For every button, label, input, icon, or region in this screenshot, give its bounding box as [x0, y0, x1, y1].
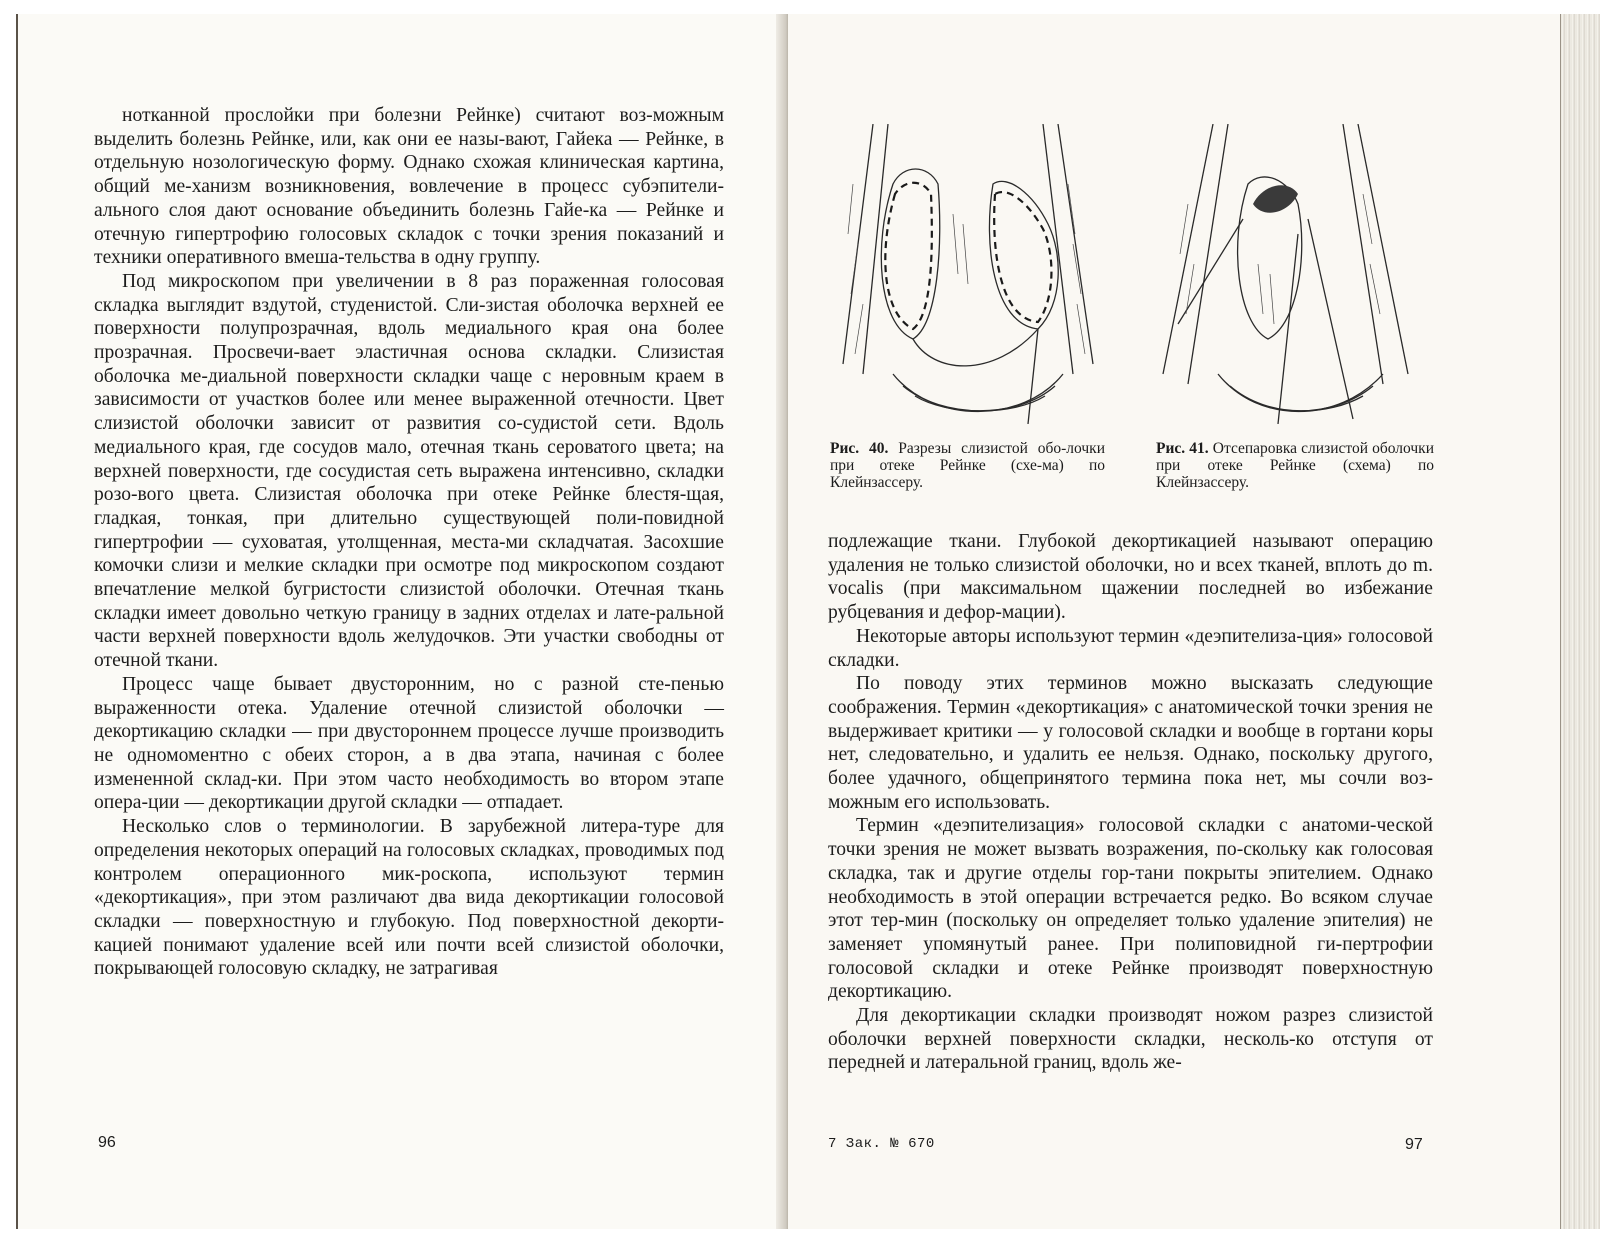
paragraph: Некоторые авторы используют термин «деэпителиза-ция» голосовой складки.: [828, 625, 1433, 671]
page-edges: [1560, 14, 1600, 1229]
figure-41-caption-text: Отсепаровка слизистой оболочки при отеке Рейнке (схема) по Клейнзассеру.: [1156, 440, 1435, 491]
figure-40-illustration: [833, 124, 1103, 424]
dark-tissue-shape: [1253, 185, 1298, 212]
left-page-text: [94, 104, 724, 981]
page-number-right: 97: [1405, 1136, 1423, 1153]
page-number-left: 96: [98, 1134, 116, 1151]
paragraph: нотканной прослойки при болезни Рейнке) считают воз-можным выделить болезнь Рейнке, или, как они ее назы-вают, Гайека — Рейнке, в отдельную нозологическую форму. Однако схожая клиническая картина, общий ме-ханизм возникновения, вовлечение в процесс субэпители-ального слоя дают основание объединить болезнь Гайе-ка — Рейнке и отечную гипертрофию голосовых складок с точки зрения показаний и техники оперативного вмеша-тельства в одну группу.: [94, 105, 724, 269]
figure-41-illustration: [1158, 124, 1413, 424]
figure-40-label: Рис. 40.: [830, 440, 889, 457]
paragraph: Для декортикации складки производят ножом разрез слизистой оболочки верхней поверхности складки, несколь-ко отступя от передней и латеральной границ, вдоль же-: [828, 1005, 1433, 1074]
paragraph: Процесс чаще бывает двусторонним, но с разной сте-пенью выраженности отека. Удаление отечной слизистой оболочки — декортикацию складки — при двустороннем процессе лучше производить не одномоментно с обеих сторон, а в два этапа, начиная с более измененной склад-ки. При этом часто необходимость во втором этапе опера-ции — декортикации другой складки — отпадает.: [94, 673, 724, 814]
figure-40-caption-text: Разрезы слизистой обо-лочки при отеке Рейнке (схе-ма) по Клейнзассеру.: [830, 440, 1106, 491]
figure-41-label: Рис. 41.: [1156, 440, 1209, 457]
paragraph: Несколько слов о терминологии. В зарубежной литера-туре для определения некоторых операций на голосовых складках, проводимых под контролем операционного мик-роскопа, используют термин «декортикация», при этом различают два вида декортикации голосовой складки — поверхностную и глубокую. Под поверхностной декорти-кацией понимают удаление всей или почти всей слизистой оболочки, покрывающей голосовую складку, не затрагивая: [94, 816, 724, 980]
left-page: [16, 14, 786, 1229]
paragraph: Под микроскопом при увеличении в 8 раз пораженная голосовая складка выглядит вздутой, студенистой. Сли-зистая оболочка верхней ее поверхности полупрозрачная, вдоль медиального края она более прозрачная. Просвечи-вает эластичная основа складки. Слизистая оболочка ме-диальной поверхности складки чаще с неровным краем в зависимости от участков более или менее выраженной отечности. Цвет слизистой оболочки зависит от развития со-судистой сети. Вдоль медиального края, где сосудов мало, отечная ткань сероватого цвета; на верхней поверхности, где сосудистая сеть выражена интенсивно, складки розо-вого цвета. Слизистая оболочка при отеке Рейнке блестя-щая, гладкая, тонкая, при длительно существующей поли-повидной гипертрофии — суховатая, утолщенная, места-ми складчатая. Засохшие комочки слизи и мелкие складки при осмотре под микроскопом создают впечатление мелкой бугристости слизистой оболочки. Отечная ткань складки имеет довольно четкую границу в задних отделах и лате-ральной части верхней поверхности вдоль желудочков. Эти участки свободны от отечной ткани.: [94, 270, 724, 672]
printer-signature: 7 Зак. № 670: [828, 1136, 935, 1152]
figure-40-caption: [830, 440, 1105, 491]
paragraph: подлежащие ткани. Глубокой декортикацией называют операцию удаления не только слизистой оболочки, но и всех тканей, вплоть до m. vocalis (при максимальном щажении последней во избежание рубцевания и дефор-мации).: [828, 531, 1433, 624]
right-page: [788, 14, 1568, 1229]
paragraph: Термин «деэпителизация» голосовой складки с анатоми-ческой точки зрения не может вызвать возражения, по-скольку как голосовая складка, так и другие отделы гор-тани покрыты эпителием. Однако необходимость в этой операции встречается редко. Во всяком случае этот тер-мин (поскольку он определяет только удаление эпителия) не заменяет упомянутый ранее. При полиповидной ги-пертрофии голосовой складки и отеке Рейнке производят поверхностную декортикацию.: [828, 815, 1433, 1003]
paragraph: По поводу этих терминов можно высказать следующие соображения. Термин «декортикация» с анатомической точки зрения не выдерживает критики — у голосовой складки и вообще в гортани коры нет, следовательно, и удалить ее нельзя. Однако, поскольку другого, более удачного, общепринятого термина пока нет, мы сочли воз-можным его использовать.: [828, 673, 1433, 813]
figure-41-caption: [1156, 440, 1434, 491]
right-page-text: [828, 530, 1433, 1075]
